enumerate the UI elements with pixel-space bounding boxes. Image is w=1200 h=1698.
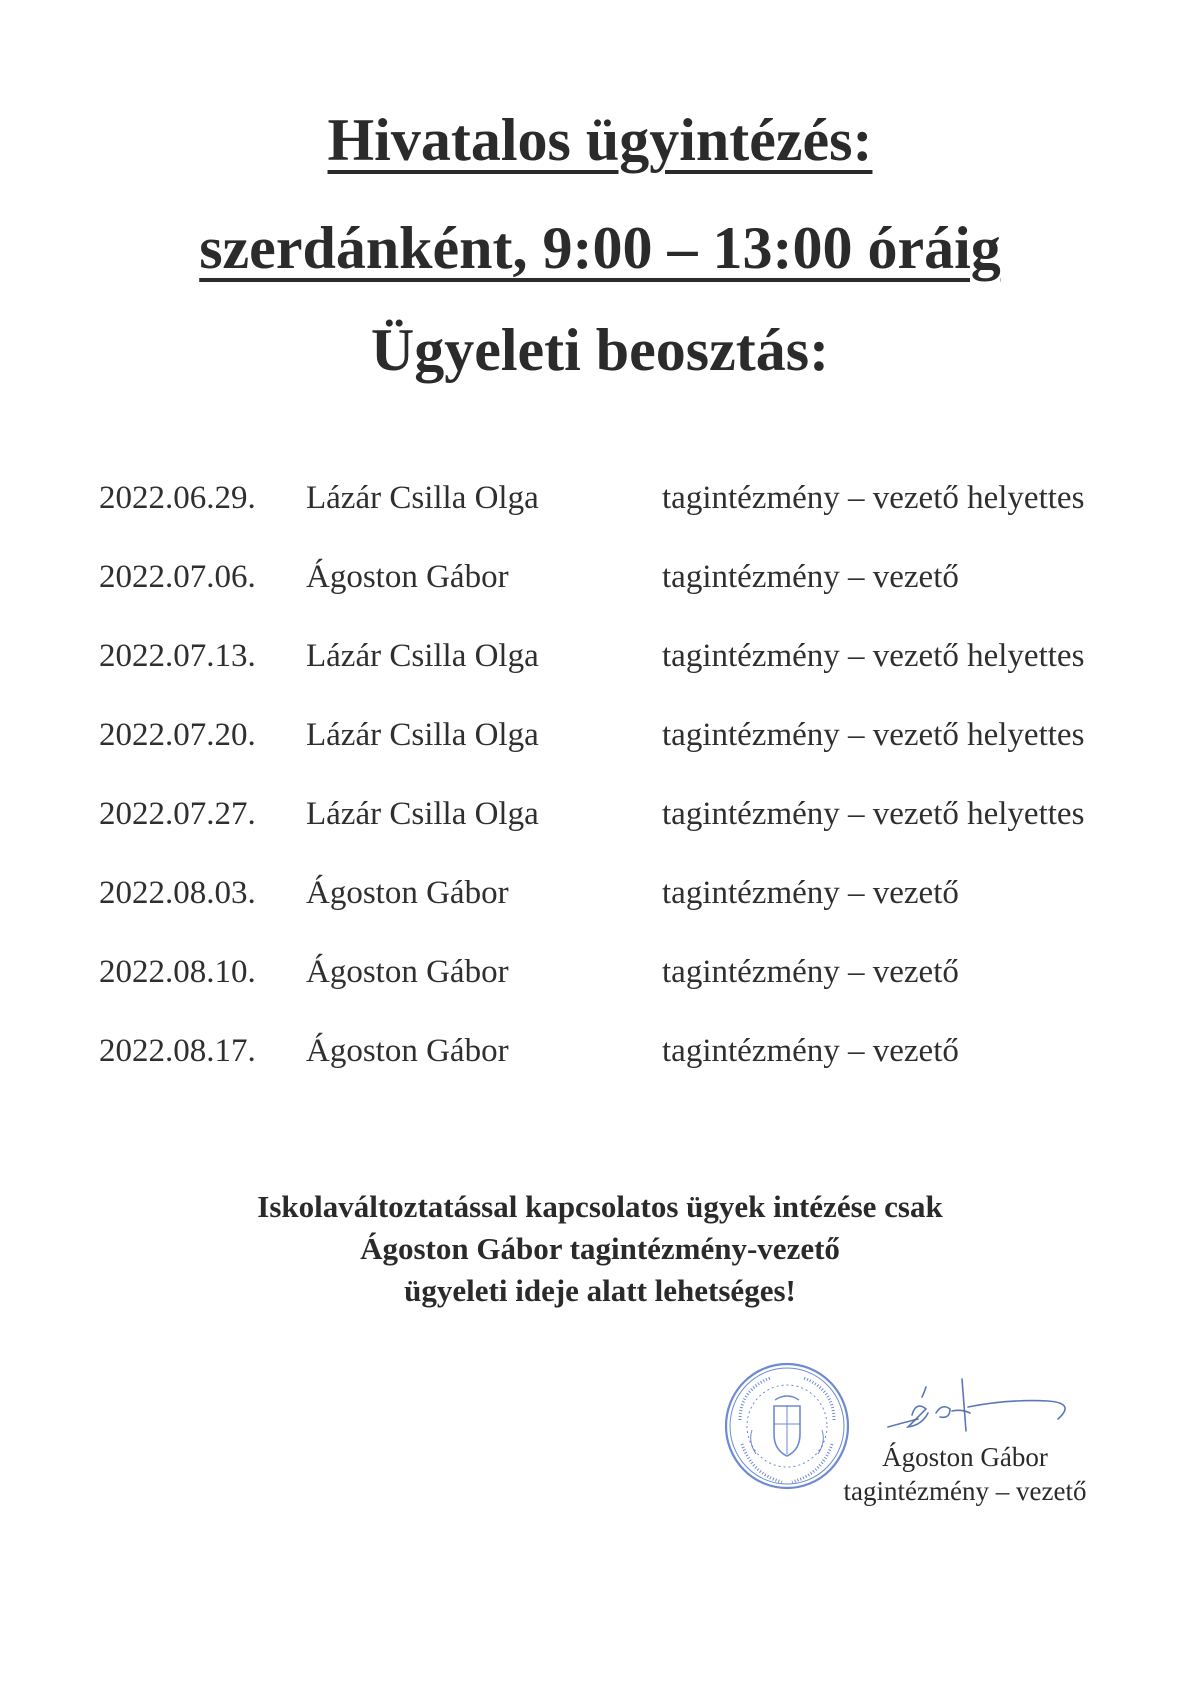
- schedule-date: 2022.06.29.: [99, 480, 256, 516]
- schedule-role: tagintézmény – vezető: [662, 1033, 959, 1069]
- schedule-row: [0, 715, 1200, 755]
- schedule-role: tagintézmény – vezető helyettes: [662, 796, 1085, 832]
- schedule-date: 2022.07.13.: [99, 638, 256, 674]
- schedule-date: 2022.08.17.: [99, 1033, 256, 1069]
- schedule-role: tagintézmény – vezető helyettes: [662, 717, 1085, 753]
- schedule-row: [0, 478, 1200, 518]
- schedule-date: 2022.07.27.: [99, 796, 256, 832]
- schedule-date: 2022.07.06.: [99, 559, 256, 595]
- schedule-row: [0, 794, 1200, 834]
- schedule-row: [0, 873, 1200, 913]
- schedule-row: [0, 952, 1200, 992]
- schedule-row: [0, 636, 1200, 676]
- schedule-person: Ágoston Gábor: [306, 1033, 509, 1069]
- signature-block: [820, 1440, 1110, 1508]
- schedule-person: Ágoston Gábor: [306, 559, 509, 595]
- schedule-row: [0, 557, 1200, 597]
- schedule-person: Lázár Csilla Olga: [306, 480, 539, 516]
- notice-line: Ágoston Gábor tagintézmény-vezető: [360, 1231, 840, 1266]
- schedule-role: tagintézmény – vezető: [662, 954, 959, 990]
- schedule-date: 2022.08.10.: [99, 954, 256, 990]
- schedule-role: tagintézmény – vezető helyettes: [662, 638, 1085, 674]
- schedule-person: Ágoston Gábor: [306, 875, 509, 911]
- title-office-hours: Hivatalos ügyintézés:: [327, 107, 873, 173]
- schedule-person: Ágoston Gábor: [306, 954, 509, 990]
- title-office-schedule: szerdánként, 9:00 – 13:00 óráig: [199, 215, 1001, 281]
- notice-text: [0, 1186, 1200, 1312]
- schedule-person: Lázár Csilla Olga: [306, 717, 539, 753]
- schedule-date: 2022.07.20.: [99, 717, 256, 753]
- notice-line: ügyeleti ideje alatt lehetséges!: [404, 1273, 796, 1308]
- schedule-person: Lázár Csilla Olga: [306, 796, 539, 832]
- schedule-person: Lázár Csilla Olga: [306, 638, 539, 674]
- signer-name: Ágoston Gábor: [882, 1442, 1048, 1472]
- schedule-role: tagintézmény – vezető: [662, 559, 959, 595]
- schedule-role: tagintézmény – vezető helyettes: [662, 480, 1085, 516]
- schedule-role: tagintézmény – vezető: [662, 875, 959, 911]
- signer-title: tagintézmény – vezető: [843, 1476, 1087, 1506]
- title-duty-roster: Ügyeleti beosztás:: [370, 317, 830, 383]
- notice-line: Iskolaváltoztatással kapcsolatos ügyek intézése csak: [257, 1189, 943, 1224]
- schedule-date: 2022.08.03.: [99, 875, 256, 911]
- schedule-row: [0, 1031, 1200, 1071]
